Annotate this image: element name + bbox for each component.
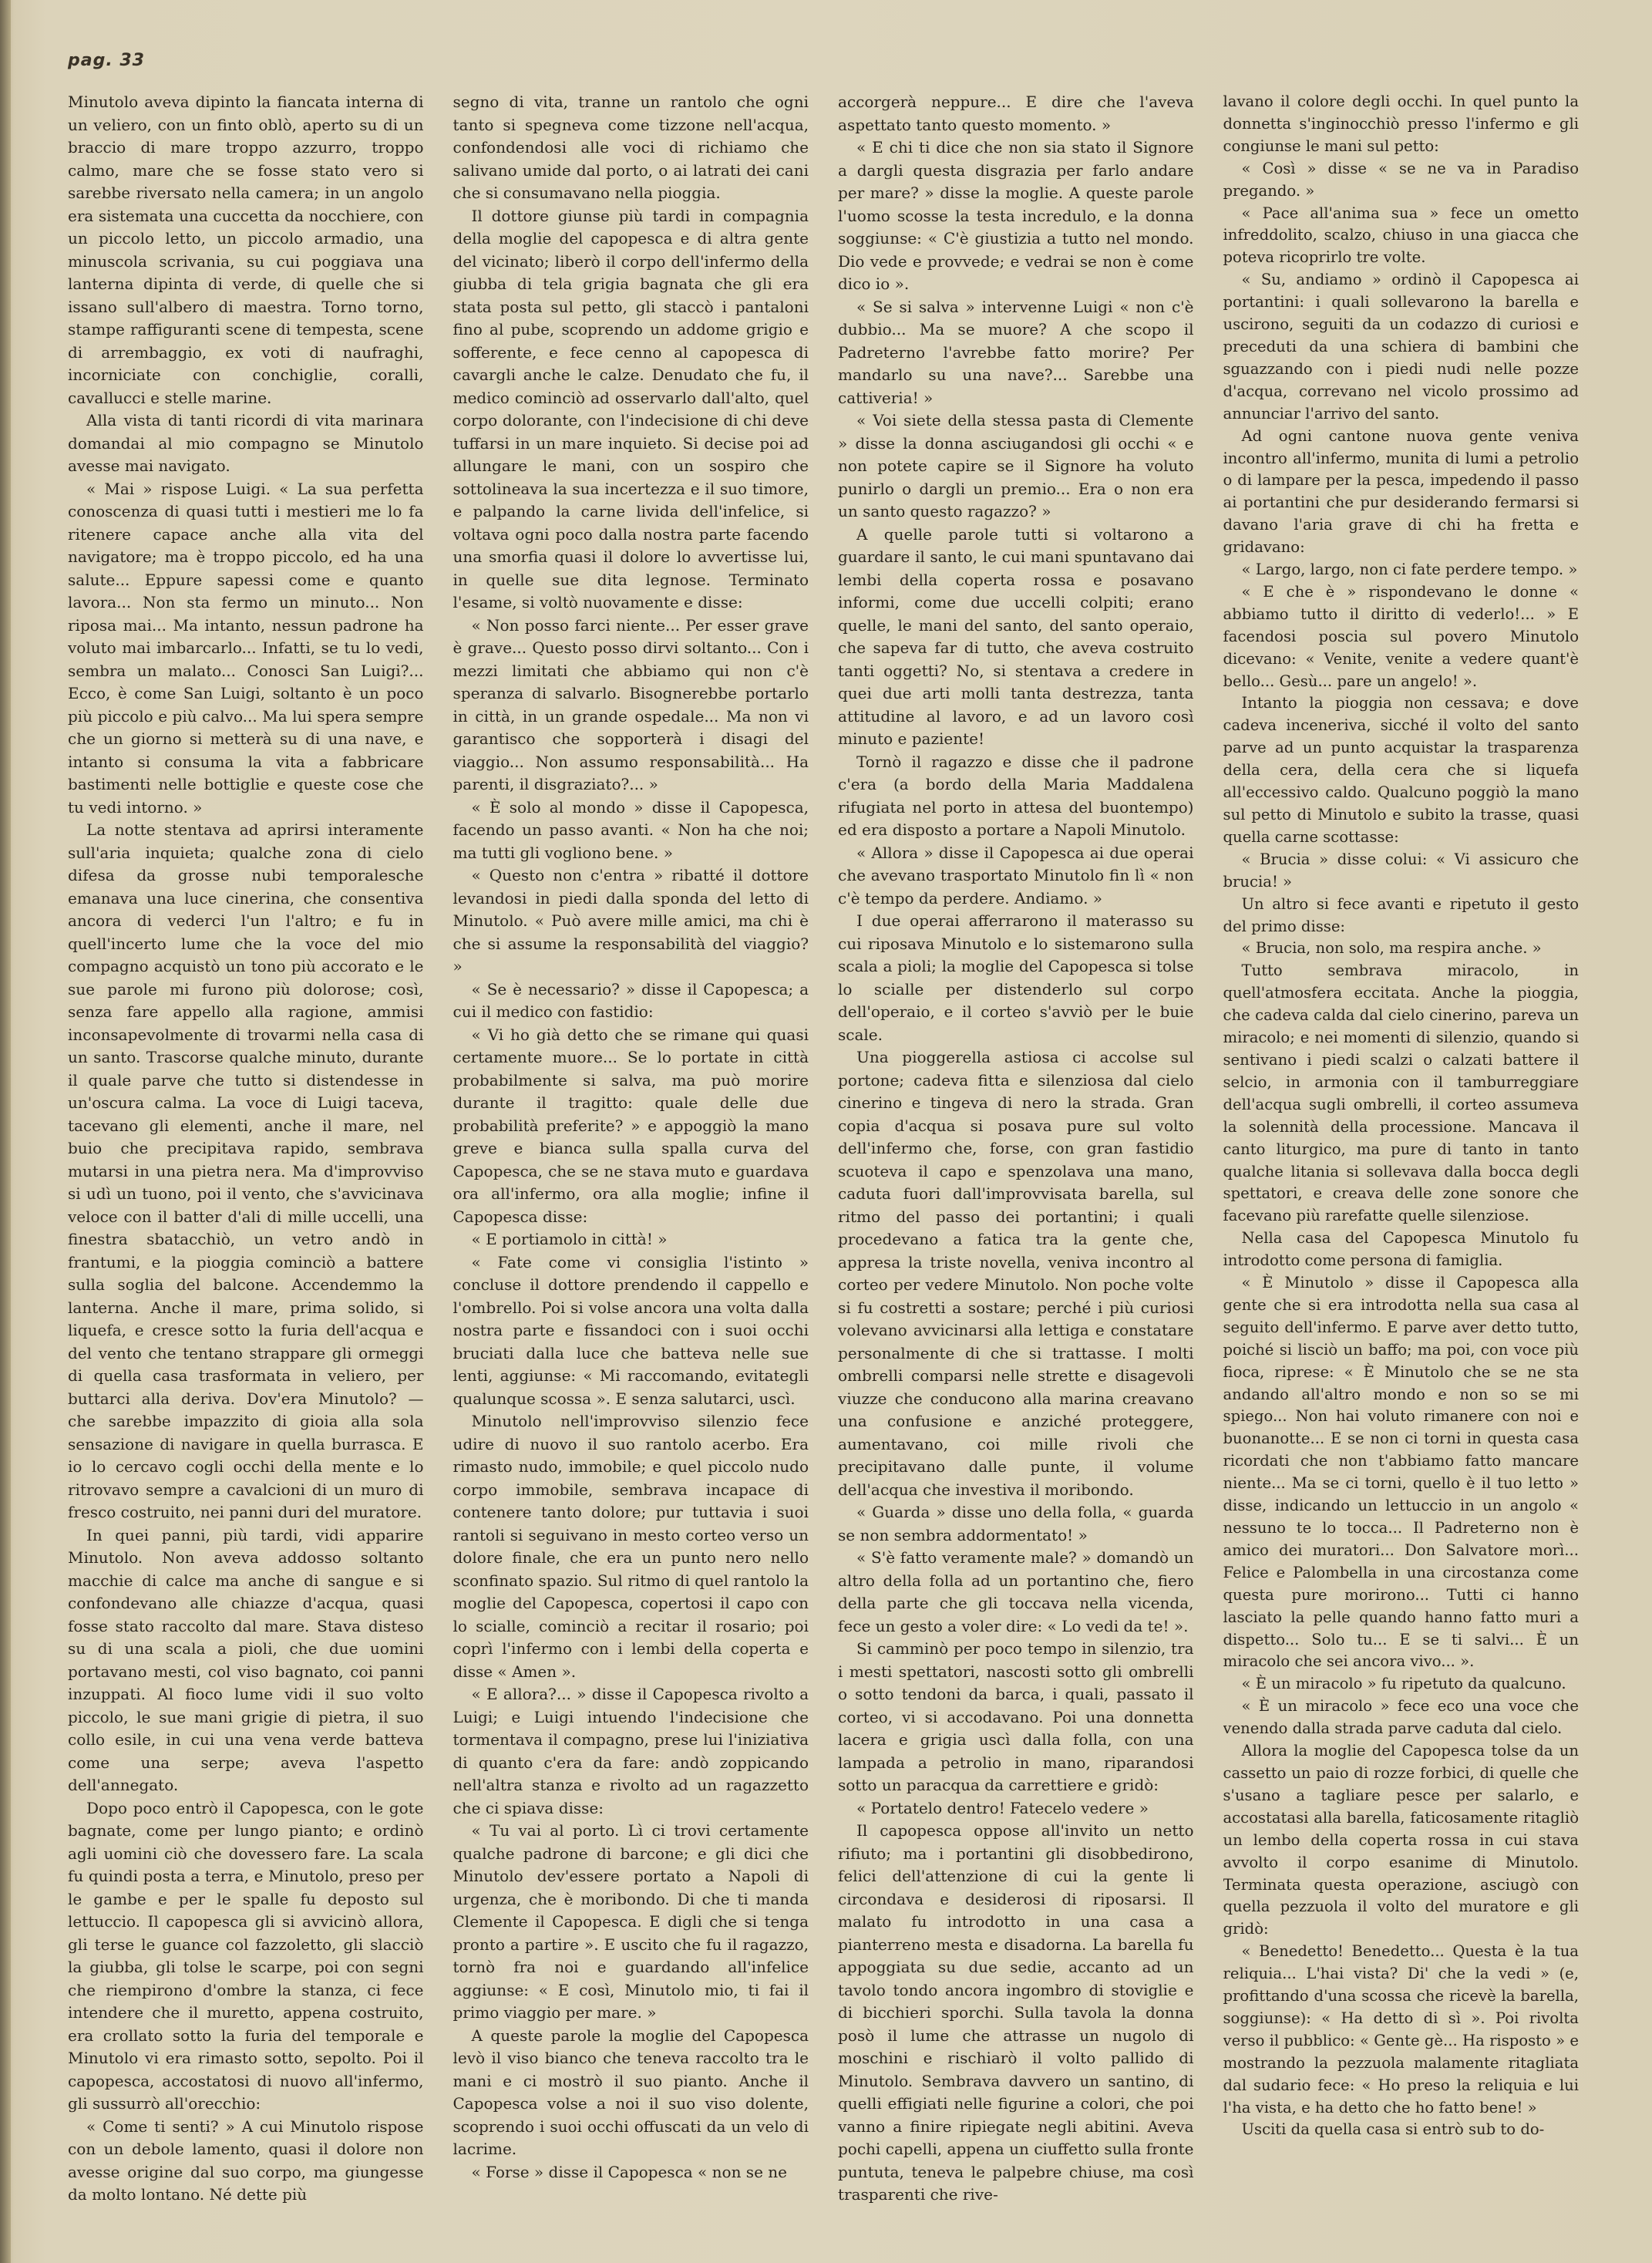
paragraph: « È un miracolo » fece eco una voce che venendo dalla strada parve caduta dal cielo. [1223,1697,1579,1738]
paragraph: La notte stentava ad aprirsi interamente sull'aria inquieta; qualche zona di cielo difesa da grosse nubi temporalesche emanava una luce cinerina, che consentiva ancora di vederci l'un l'altro; e fu in quell'incerto lume che la voce del mio compagno acquistò un tono più accorato e le sue parole mi furono più dolorose; così, senza fare appello alla ragione, ammisi inconsapevolmente di trovarmi nella casa di un santo. Trascorse qualche minuto, durante il quale parve che tutto si distendesse in un'oscura calma. La voce di Luigi taceva, tacevano gli elementi, anche il mare, nel buio che precipitava rapido, sembrava mutarsi in una pietra nera. Ma d'improvviso si udì un tuono, poi il vento, che s'avvicinava veloce con il batter d'ali di mille uccelli, una finestra sbatacchiò, un vetro andò in frantumi, e la pioggia cominciò a battere sulla soglia del balcone. Accendemmo la lanterna. Anche il mare, prima solido, si liquefa, e cresce sotto la furia dell'acqua e del vento che tentano strappare gli ormeggi di quella casa trasformata in veliero, per buttarci alla deriva. Dov'era Minutolo? — che sarebbe impazzito di gioia alla sola sensazione di navigare in quella burrasca. E io lo cercavo cogli occhi della mente e lo ritrovavo sempre a cavalcioni di un muro di fresco costruito, nei panni duri del muratore. [68,820,424,1521]
paragraph: « Pace all'anima sua » fece un ometto infreddolito, scalzo, chiuso in una giacca che poteva ricoprirlo tre volte. [1223,204,1579,267]
paragraph: « Guarda » disse uno della folla, « guarda se non sembra addormentato! » [838,1503,1194,1544]
paragraph: accorgerà neppure... E dire che l'aveva aspettato tanto questo momento. » [838,93,1194,134]
paragraph: « Se si salva » intervenne Luigi « non c'è dubbio... Ma se muore? A che scopo il Padreterno l'avrebbe fatto morire? Per mandarlo su una nave?... Sarebbe una cattiveria! » [838,297,1194,407]
paragraph: « Non posso farci niente... Per esser grave è grave... Questo posso dirvi soltanto... Con i mezzi limitati che abbiamo qui non c'è speranza di salvarlo. Bisognerebbe portarlo in città, in un grande ospedale... Ma non vi garantisco che sopporterà i disagi del viaggio... Non assumo responsabilità... Ha parenti, il disgraziato?... » [453,615,809,793]
column-2 [453,91,809,2219]
paragraph: « Se è necessario? » disse il Capopesca; a cui il medico con fastidio: [453,979,809,1021]
page-spine-shadow [0,0,11,2263]
paragraph: In quei panni, più tardi, vidi apparire Minutolo. Non aveva addosso soltanto macchie di calce ma anche di sangue e si confondevano alle chiazze d'acqua, quasi fosse stato raccolto dal mare. Stava disteso su di una scala a pioli, che due uomini portavano mesti, col viso bagnato, coi panni inzuppati. Al fioco lume vidi il suo volto piccolo, le sue mani grigie di pietra, il suo collo esile, in cui una vena verde batteva come una serpe; aveva l'aspetto dell'annegato. [68,1525,424,1794]
paragraph: « S'è fatto veramente male? » domandò un altro della folla ad un portantino che, fiero della parte che gli toccava nella vicenda, fece un gesto a voler dire: « Lo vedi da te! ». [838,1548,1194,1635]
paragraph: Minutolo aveva dipinto la fiancata interna di un veliero, con un finto oblò, aperto su di un braccio di mare troppo azzurro, troppo calmo, mare che se fosse stato vero si sarebbe riversato nella camera; in un angolo era sistemata una cuccetta da nocchiere, con un piccolo letto, un piccolo armadio, una minuscola scrivania, su cui poggiava una lanterna dipinta di verde, di quelle che si issano sull'albero di maestra. Torno torno, stampe raffiguranti scene di tempesta, scene di arrembaggio, ex voti di naufraghi, incorniciate con conchiglie, coralli, cavallucci e stelle marine. [68,93,424,407]
paragraph: Alla vista di tanti ricordi di vita marinara domandai al mio compagno se Minutolo avesse mai navigato. [68,411,424,475]
paragraph: « Così » disse « se ne va in Paradiso pregando. » [1223,159,1579,200]
paragraph: Usciti da quella casa si entrò sub to do- [1241,2120,1545,2139]
paragraph: « Questo non c'entra » ribatté il dottore levandosi in piedi dalla sponda del letto di Minutolo. « Può avere mille amici, ma chi è che si assume la responsabilità del viaggio? » [453,866,809,975]
paragraph: « Brucia, non solo, ma respira anche. » [1241,939,1542,958]
paragraph: « E allora?... » disse il Capopesca rivolto a Luigi; e Luigi intuendo l'indecisione che tormentava il compagno, prese lui l'iniziativa di quanto c'era da fare: andò zoppicando nell'altra stanza e rivolto ad un ragazzetto che ci spiava disse: [453,1685,809,1817]
paragraph: « Voi siete della stessa pasta di Clemente » disse la donna asciugandosi gli occhi « e non potete capire se il Signore ha voluto punirlo o dargli un premio... Era o non era un santo questo ragazzo? » [838,411,1194,520]
paragraph: lavano il colore degli occhi. In quel punto la donnetta s'inginocchiò presso l'infermo e gli congiunse le mani sul petto: [1223,93,1579,155]
paragraph: « Allora » disse il Capopesca ai due operai che avevano trasportato Minutolo fin lì « non c'è tempo da perdere. Andiamo. » [838,843,1194,908]
paragraph: « Largo, largo, non ci fate perdere tempo. » [1241,561,1578,579]
paragraph: « È Minutolo » disse il Capopesca alla gente che si era introdotta nella sua casa al seguito dell'infermo. E parve aver detto tutto, poiché si lisciò un baffo; ma poi, con voce più fioca, riprese: « È Minutolo che se ne sta andando all'altro mondo e non so se mi spiego... Non hai voluto rimanere con noi e buonanotte... E se non ci torni in questa casa ricordati che non t'abbiamo fatto mancare niente... Ma se ci torni, quello è il tuo letto » disse, indicando un lettuccio in un angolo « nessuno te lo tocca... Il Padreterno non è amico dei muratori... Don Salvatore morì... Felice e Palombella in una circostanza come questa pure morirono... Tutti ci hanno lasciato la pelle quando hanno fatto muri a dispetto... Solo tu... E se ti salvi... È un miracolo che sei ancora vivo... ». [1223,1274,1579,1671]
paragraph: « Vi ho già detto che se rimane qui quasi certamente muore... Se lo portate in città probabilmente si salva, ma può morire durante il tragitto: quale delle due probabilità preferite? » e appoggiò la mano greve e bianca sulla spalla curva del Capopesca, che se ne stava muto e guardava ora all'infermo, ora alla moglie; infine il Capopesca disse: [453,1025,809,1226]
paragraph: Nella casa del Capopesca Minutolo fu introdotto come persona di famiglia. [1223,1229,1579,1270]
paragraph: Si camminò per poco tempo in silenzio, tra i mesti spettatori, nascosti sotto gli ombrelli o sotto tendoni da barca, i quali, passato il corteo, vi si accodavano. Poi una donnetta lacera e grigia uscì dalla folla, con una lampada a petrolio in mano, riparandosi sotto un paracqua da carrettiere e gridò: [838,1639,1194,1794]
paragraph: I due operai afferrarono il materasso su cui riposava Minutolo e lo sistemarono sulla scala a pioli; la moglie del Capopesca si tolse lo scialle per distenderlo sul corpo dell'operaio, e il corteo s'avviò per le buie scale. [838,911,1194,1044]
paragraph: A queste parole la moglie del Capopesca levò il viso bianco che teneva raccolto tra le mani e ci mostrò il suo pianto. Anche il Capopesca volse a noi il suo viso dolente, scoprendo i suoi occhi offuscati da un velo di lacrime. [453,2026,809,2158]
paragraph: « È un miracolo » fu ripetuto da qualcuno. [1241,1675,1566,1693]
paragraph: « Mai » rispose Luigi. « La sua perfetta conoscenza di quasi tutti i mestieri me lo fa ritenere capace anche alla vita del navigatore; ma è troppo piccolo, ed ha una salute... Eppure sapessi come e quanto lavora... Non sta fermo un minuto... Non riposa mai... Ma intanto, nessun padrone ha voluto mai imbarcarlo... Infatti, se tu lo vedi, sembra un malato... Conosci San Luigi?... Ecco, è come San Luigi, soltanto è un poco più piccolo e più calvo... Ma lui spera sempre che un giorno si metterà su di una nave, e intanto si consuma la vita a fabbricare bastimenti nelle bottiglie e queste cose che tu vedi intorno. » [68,479,424,817]
paragraph: segno di vita, tranne un rantolo che ogni tanto si spegneva come tizzone nell'acqua, confondendosi alle voci di richiamo che salivano umide dal porto, o ai latrati dei cani che si consumavano nella pioggia. [453,93,809,202]
paragraph: Il dottore giunse più tardi in compagnia della moglie del capopesca e di altra gente del vicinato; liberò il corpo dell'infermo della giubba di tela grigia bagnata che gli era stata posta sul petto, gli staccò i pantaloni fino al pube, scoprendo un addome grigio e sofferente, e fece cenno al capopesca di cavargli anche le calze. Denudato che fu, il medico cominciò ad osservarlo dall'alto, quel corpo dolorante, con l'indecisione di chi deve tuffarsi in un mare inquieto. Si decise poi ad allungare le mani, con un sospiro che sottolineava la sua incertezza e il suo timore, e palpando la carne livida dell'infelice, si voltava ogni poco dalla nostra parte facendo una smorfia quasi il dolore lo avvertisse lui, in quelle sue dita legnose. Terminato l'esame, si voltò nuovamente e disse: [453,206,809,611]
text-columns [68,91,1579,2219]
paragraph: A quelle parole tutti si voltarono a guardare il santo, le cui mani spuntavano dai lembi della coperta rossa e posavano informi, come due uccelli colpiti; erano quelle, le mani del santo, del santo operaio, che sapeva far di tutto, che aveva costruito tanti oggetti? No, si stentava a credere in quei due arti molli tanta destrezza, tanta attitudine al lavoro, e ad un lavoro così minuto e paziente! [838,524,1194,748]
paragraph: Tornò il ragazzo e disse che il padrone c'era (a bordo della Maria Maddalena rifugiata nel porto in attesa del buontempo) ed era disposto a portare a Napoli Minutolo. [838,752,1194,839]
paragraph: « Tu vai al porto. Lì ci trovi certamente qualche padrone di barcone; e gli dici che Minutolo dev'essere portato a Napoli di urgenza, che è moribondo. Di che ti manda Clemente il Capopesca. E digli che si tenga pronto a partire ». E uscito che fu il ragazzo, tornò fra noi e guardando all'infelice aggiunse: « E così, Minutolo mio, ti fai il primo viaggio per mare. » [453,1821,809,2022]
paragraph: Minutolo nell'improvviso silenzio fece udire di nuovo il suo rantolo acerbo. Era rimasto nudo, immobile; e quel piccolo nudo corpo immobile, sembrava incapace di contenere tanto dolore; pur tuttavia i suoi rantoli si seguivano in mesto corteo verso un dolore finale, che era un punto nero nello sconfinato spazio. Sul ritmo di quel rantolo la moglie del Capopesca, copertosi il capo con lo scialle, cominciò a recitar il rosario; poi coprì l'infermo con i lembi della coperta e disse « Amen ». [453,1412,809,1681]
paragraph: « E che è » rispondevano le donne « abbiamo tutto il diritto di vederlo!... » E facendosi poscia sul povero Minutolo dicevano: « Venite, venite a vedere quant'è bello... Gesù... pare un angelo! ». [1223,582,1579,690]
paragraph: Tutto sembrava miracolo, in quell'atmosfera eccitata. Anche la pioggia, che cadeva calda dal cielo cinerino, pareva un miracolo; e nei momenti di silenzio, quando si sentivano i piedi scalzi o calzati battere il selcio, in armonia con il tamburreggiare dell'acqua sugli ombrelli, il corteo assumeva la solennità della processione. Mancava il canto liturgico, ma pure di tanto in tanto qualche litania si sollevava dalla bocca degli spettatori, e creava delle zone sonore che facevano più rarefatte quelle silenziose. [1223,961,1579,1225]
paragraph: « Come ti senti? » A cui Minutolo rispose con un debole lamento, quasi il dolore non avesse origine dal suo corpo, ma giungesse da molto lontano. Né dette più [68,2117,424,2204]
paragraph: Un altro si fece avanti e ripetuto il gesto del primo disse: [1223,894,1579,935]
column-3 [838,91,1194,2219]
paragraph: « E chi ti dice che non sia stato il Signore a dargli questa disgrazia per farlo andare per mare? » disse la moglie. A queste parole l'uomo scosse la testa incredulo, e la donna soggiunse: « C'è giustizia a tutto nel mondo. Dio vede e provvede; e vedrai se non è come dico io ». [838,138,1194,293]
paragraph: « Benedetto! Benedetto... Questa è la tua reliquia... L'hai vista? Di' che la vedi » (e, profittando d'una scossa che ricevè la barella, soggiunse): « Ha detto di sì ». Poi rivolta verso il pubblico: « Gente gè... Ha risposto » e mostrando la pezzuola malamente ritagliata dal sudario fece: « Ho preso la reliquia e lui l'ha vista, e ha detto che ho fatto bene! » [1223,1942,1579,2117]
column-1 [68,91,424,2219]
paragraph: Intanto la pioggia non cessava; e dove cadeva inceneriva, sicché il volto del santo parve ad un punto acquistar la trasparenza della cera, della cera che si liquefa all'eccessivo caldo. Qualcuno poggiò la mano sul petto di Minutolo e subito la trasse, quasi quella carne scottasse: [1223,694,1579,846]
page-number: pag. 33 [68,51,145,70]
column-4 [1223,91,1580,2219]
paragraph: « Portatelo dentro! Fatecelo vedere » [856,1798,1149,1817]
paragraph: « E portiamolo in città! » [471,1230,668,1248]
paragraph: Ad ogni cantone nuova gente veniva incontro all'infermo, munita di lumi a petrolio o di lampare per la pesca, impedendo il passo ai portantini che pur desiderando fermarsi si davano l'aria grave di chi ha fretta e gridavano: [1223,426,1579,557]
paragraph: Una pioggerella astiosa ci accolse sul portone; cadeva fitta e silenziosa dal cielo cinerino e tingeva di nero la strada. Gran copia d'acqua si posava pure sul volto dell'infermo che, forse, con gran fastidio scuoteva il capo e spenzolava una mano, caduta fuori dall'improvvisata barella, sul ritmo del passo dei portantini; i quali procedevano a fatica tra la gente che, appresa la triste novella, veniva incontro al corteo per vedere Minutolo. Non poche volte si fu costretti a sostare; perché i più curiosi volevano avvicinarsi alla lettiga e constatare personalmente di che si trattasse. I molti ombrelli comparsi nelle strette e disagevoli viuzze che conducono alla marina creavano una confusione e anziché proteggere, aumentavano, coi mille rivoli che precipitavano dalle punte, il volume dell'acqua che investiva il moribondo. [838,1048,1194,1499]
paragraph: Il capopesca oppose all'invito un netto rifiuto; ma i portantini gli disobbedirono, felici dell'attenzione di cui la gente li circondava e desiderosi di riposarsi. Il malato fu introdotto in una casa a pianterreno mesta e disadorna. La barella fu appoggiata su due sedie, accanto ad un tavolo tondo ancora ingombro di stoviglie e di bicchieri sporchi. Sulla tavola la donna posò il lume che attrasse un nugolo di moschini e rischiarò il volto pallido di Minutolo. Sembrava davvero un santino, di quelli effigiati nelle figurine a colori, che poi vanno a finire ripiegate negli abitini. Aveva pochi capelli, appena un ciuffetto sulla fronte puntuta, teneva le palpebre chiuse, ma così trasparenti che rive- [838,1821,1194,2204]
paragraph: « È solo al mondo » disse il Capopesca, facendo un passo avanti. « Non ha che noi; ma tutti gli vogliono bene. » [453,797,809,862]
paragraph: « Fate come vi consiglia l'istinto » concluse il dottore prendendo il cappello e l'ombrello. Poi si volse ancora una volta dalla nostra parte e fissandoci con i suoi occhi bruciati dalla luce che batteva nelle sue lenti, aggiunse: « Mi raccomando, evitategli qualunque scossa ». E senza salutarci, uscì. [453,1252,809,1408]
paragraph: « Brucia » disse colui: « Vi assicuro che brucia! » [1223,850,1579,891]
paragraph: « Forse » disse il Capopesca « non se ne [471,2162,787,2181]
paragraph: Allora la moglie del Capopesca tolse da un cassetto un paio di rozze forbici, di quelle che s'usano a tagliare pesce per salarlo, e accostatasi alla barella, faticosamente ritagliò un lembo della coperta rossa in cui stava avvolto il corpo esanime di Minutolo. Terminata questa operazione, asciugò con quella pezzuola il volto del muratore e gli gridò: [1223,1742,1579,1938]
paragraph: « Su, andiamo » ordinò il Capopesca ai portantini: i quali sollevarono la barella e uscirono, seguiti da un codazzo di curiosi e preceduti da una schiera di bambini che sguazzando con i piedi nudi nelle pozze d'acqua, correvano nel vicolo prossimo ad annunciar l'arrivo del santo. [1223,271,1579,423]
paragraph: Dopo poco entrò il Capopesca, con le gote bagnate, come per lungo pianto; e ordinò agli uomini ciò che dovessero fare. La scala fu quindi posta a terra, e Minutolo, preso per le gambe e per le spalle fu deposto sul lettuccio. Il capopesca gli si avvicinò allora, gli terse le guance col fazzoletto, gli slacciò la giubba, gli tolse le scarpe, poi con segni che riempirono d'ombre la stanza, ci fece intendere che il muretto, appena costruito, era crollato sotto la furia del temporale e Minutolo vi era rimasto sotto, sepolto. Poi il capopesca, accostatosi di nuovo all'infermo, gli sussurrò all'orecchio: [68,1798,424,2113]
